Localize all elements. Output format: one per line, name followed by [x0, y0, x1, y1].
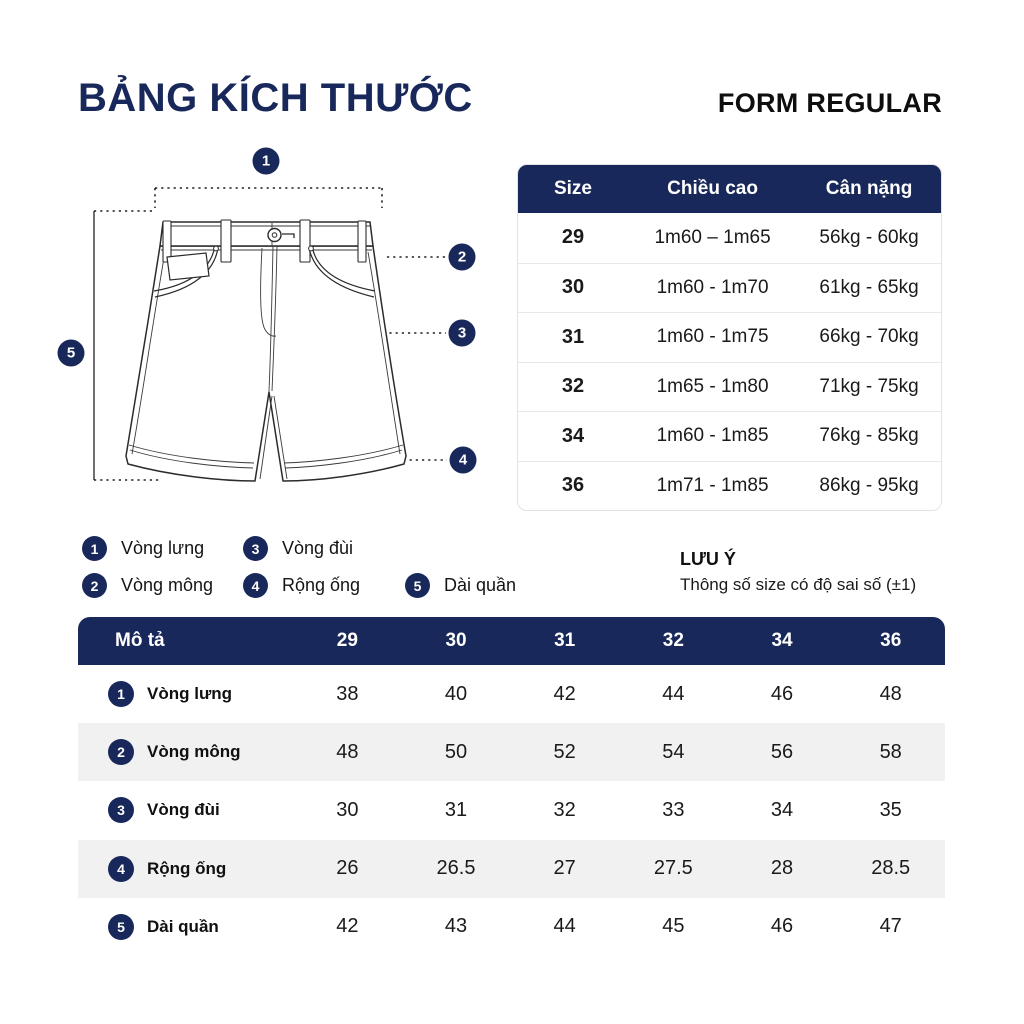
weight-range: 66kg - 70kg: [819, 326, 919, 348]
weight-range: 61kg - 65kg: [819, 276, 919, 298]
size-value: 31: [561, 325, 585, 348]
legend-item-waist: 1 Vòng lưng: [82, 536, 204, 561]
weight-range: 76kg - 85kg: [819, 425, 919, 447]
row-number-badge: 4: [108, 856, 134, 882]
size-column-header: 36: [880, 630, 902, 651]
size-column-header: 32: [662, 630, 684, 651]
shorts-illustration: [57, 140, 502, 520]
coin-pocket: [167, 253, 209, 280]
table-row: [518, 213, 941, 263]
callout-5-length: 5: [58, 340, 85, 367]
callout-3-thigh: 3: [449, 320, 476, 347]
legend-item-hip: 2 Vòng mông: [82, 573, 213, 598]
legend-number-badge: 2: [82, 573, 107, 598]
size-value: 30: [561, 276, 585, 299]
row-number-badge: 5: [108, 914, 134, 940]
row-number-badge: 1: [108, 681, 134, 707]
callout-4-leg-opening: 4: [450, 447, 477, 474]
size-column-header: 34: [771, 630, 793, 651]
table-row: [518, 362, 941, 412]
shorts-diagram: [57, 140, 502, 520]
height-range: 1m60 - 1m70: [656, 276, 769, 298]
legend-number-badge: 5: [405, 573, 430, 598]
size-value: 36: [561, 474, 585, 497]
table-row-leg-opening: 4 Rộng ống 26 26.5 27 27.5 28 28.5: [78, 840, 945, 898]
table-row-length: 5 Dài quần 42 43 44 45 46 47: [78, 898, 945, 956]
size-value: 29: [561, 226, 585, 249]
page-title: BẢNG KÍCH THƯỚC: [78, 76, 473, 120]
table-row-thigh: 3 Vòng đùi 30 31 32 33 34 35: [78, 781, 945, 839]
legend-number-badge: 4: [243, 573, 268, 598]
size-value: 32: [561, 375, 585, 398]
table-row: [518, 312, 941, 362]
weight-range: 71kg - 75kg: [819, 375, 919, 397]
description-column-header: Mô tả: [115, 630, 165, 651]
height-range: 1m60 - 1m75: [656, 326, 769, 348]
legend-item-length: 5 Dài quần: [405, 573, 516, 598]
table-row: [518, 263, 941, 313]
note-title: LƯU Ý: [680, 549, 736, 569]
form-regular-label: FORM REGULAR: [717, 88, 942, 118]
size-column-header: 31: [554, 630, 576, 651]
height-range: 1m71 - 1m85: [656, 474, 769, 496]
callout-1-waist: 1: [253, 148, 280, 175]
size-value: 34: [561, 424, 585, 447]
size-reference-table: [517, 164, 942, 511]
row-number-badge: 2: [108, 739, 134, 765]
size-column-header: 29: [336, 630, 358, 651]
height-column-header: Chiều cao: [667, 178, 758, 199]
note-block: [680, 549, 940, 595]
size-column-header: 30: [445, 630, 467, 651]
table-row: [518, 411, 941, 461]
legend-number-badge: 1: [82, 536, 107, 561]
legend-number-badge: 3: [243, 536, 268, 561]
legend-item-thigh: 3 Vòng đùi: [243, 536, 353, 561]
weight-column-header: Cân nặng: [825, 178, 913, 199]
note-text: Thông số size có độ sai số (±1): [680, 575, 917, 594]
size-column-header: Size: [553, 178, 592, 199]
measurement-table-header: [78, 617, 945, 665]
size-table-header: [518, 165, 941, 213]
weight-range: 56kg - 60kg: [819, 226, 919, 248]
callout-2-hip: 2: [449, 244, 476, 271]
row-number-badge: 3: [108, 797, 134, 823]
height-range: 1m60 – 1m65: [654, 226, 771, 248]
measurement-table: [78, 617, 945, 956]
weight-range: 86kg - 95kg: [819, 474, 919, 496]
legend-item-leg-opening: 4 Rộng ống: [243, 573, 360, 598]
height-range: 1m60 - 1m85: [656, 425, 769, 447]
height-range: 1m65 - 1m80: [656, 375, 769, 397]
table-row-waist: 1 Vòng lưng 38 40 42 44 46 48: [78, 665, 945, 723]
table-row: [518, 461, 941, 511]
table-row-hip: 2 Vòng mông 48 50 52 54 56 58: [78, 723, 945, 781]
